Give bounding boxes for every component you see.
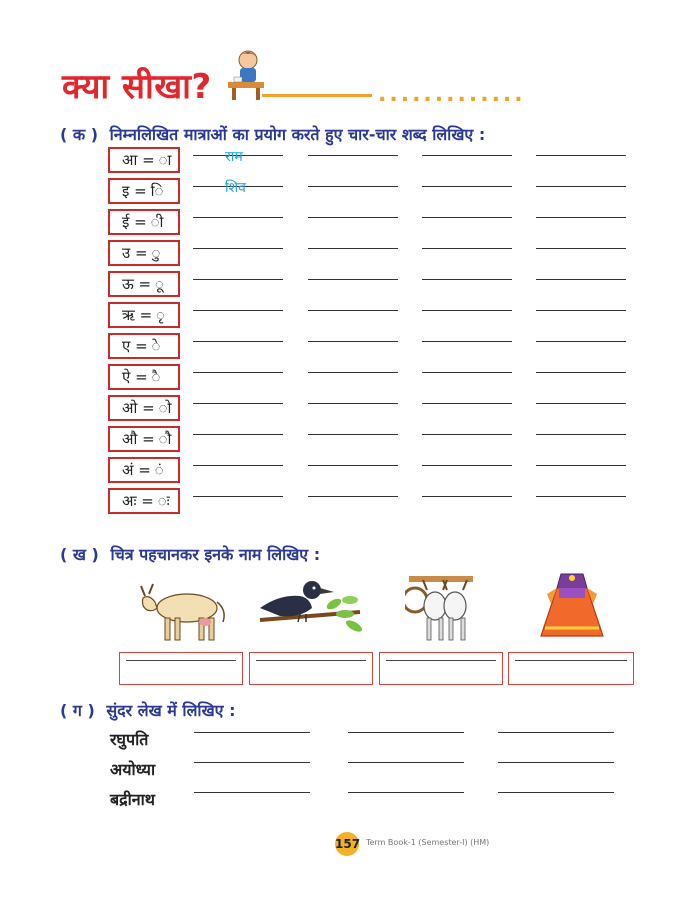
section-k-marker: ( क ) [60,125,99,144]
matra-label: औ = ौ [122,430,172,448]
answer-line[interactable] [536,217,626,218]
matra-label: ऐ = ै [122,368,161,386]
section-g-instruction: सुंदर लेख में लिखिए : [106,701,236,720]
answer-line[interactable] [536,310,626,311]
matra-label: ओ = ो [122,399,172,417]
matra-label: आ = ा [122,151,172,169]
answer-line[interactable] [308,279,398,280]
matra-label: ऋ = ृ [122,306,165,324]
cow-icon [135,572,230,646]
answer-line[interactable] [193,217,283,218]
handwriting-line[interactable] [348,762,464,763]
matra-label: ई = ी [122,213,164,231]
answer-line[interactable] [536,155,626,156]
answer-line[interactable] [193,248,283,249]
answer-line[interactable] [193,279,283,280]
handwriting-word: अयोध्या [110,760,156,779]
answer-line[interactable] [536,372,626,373]
matra-box [108,302,180,328]
picture-name-box[interactable] [249,652,373,685]
answer-line[interactable] [422,372,512,373]
matra-box [108,426,180,452]
section-g-heading [60,699,235,721]
answer-line[interactable] [536,496,626,497]
picture-name-box[interactable] [379,652,503,685]
handwriting-word: बद्रीनाथ [110,790,156,809]
matra-box [108,333,180,359]
written-word: राम [225,149,243,165]
matra-box [108,271,180,297]
section-g-marker: ( ग ) [60,701,95,720]
title-dots: ............. [378,82,526,107]
matra-box [108,488,180,514]
answer-line[interactable] [308,186,398,187]
crow-icon [250,572,370,644]
handwriting-line[interactable] [498,792,614,793]
answer-line[interactable] [422,341,512,342]
handwriting-line[interactable] [194,732,310,733]
picture-name-line [126,660,236,661]
answer-line[interactable] [308,434,398,435]
answer-line[interactable] [536,403,626,404]
footer-book-title: Term Book-1 (Semester-I) (HM) [366,838,490,847]
answer-line[interactable] [422,496,512,497]
matra-box [108,395,180,421]
ox-cart-icon [405,570,477,644]
title-underline [262,94,372,97]
page-number-badge: 157 [335,832,359,856]
written-word: शिव [225,180,246,196]
answer-line[interactable] [536,248,626,249]
matra-box [108,240,180,266]
picture-name-line [386,660,496,661]
answer-line[interactable] [308,341,398,342]
page-title: क्या सीखा? [62,67,212,107]
matra-label: ए = े [122,337,161,355]
answer-line[interactable] [193,341,283,342]
section-kh-marker: ( ख ) [60,545,99,564]
handwriting-line[interactable] [348,792,464,793]
picture-name-box[interactable] [508,652,634,685]
section-kh-instruction: चित्र पहचानकर इनके नाम लिखिए : [110,545,321,564]
answer-line[interactable] [536,434,626,435]
section-k-instruction: निम्नलिखित मात्राओं का प्रयोग करते हुए चार-चार शब्द लिखिए : [109,125,486,144]
matra-label: अं = ं [122,461,164,479]
matra-box [108,364,180,390]
answer-line[interactable] [308,496,398,497]
handwriting-line[interactable] [348,732,464,733]
answer-line[interactable] [422,155,512,156]
answer-line[interactable] [193,496,283,497]
frock-icon [537,570,607,642]
answer-line[interactable] [422,465,512,466]
answer-line[interactable] [536,186,626,187]
handwriting-line[interactable] [498,762,614,763]
matra-label: इ = ि [122,182,164,200]
handwriting-word: रघुपति [110,730,149,749]
answer-line[interactable] [422,186,512,187]
handwriting-line[interactable] [498,732,614,733]
answer-line[interactable] [308,372,398,373]
answer-line[interactable] [422,434,512,435]
answer-line[interactable] [193,465,283,466]
answer-line[interactable] [308,248,398,249]
answer-line[interactable] [422,279,512,280]
matra-box [108,209,180,235]
matra-label: ऊ = ू [122,275,164,293]
answer-line[interactable] [308,310,398,311]
answer-line[interactable] [536,279,626,280]
answer-line[interactable] [193,372,283,373]
answer-line[interactable] [193,434,283,435]
student-at-desk-icon [226,46,266,102]
answer-line[interactable] [422,248,512,249]
answer-line[interactable] [308,465,398,466]
picture-name-line [515,660,627,661]
handwriting-line[interactable] [194,762,310,763]
answer-line[interactable] [422,217,512,218]
answer-line[interactable] [308,217,398,218]
section-k-heading [60,123,485,145]
matra-box [108,457,180,483]
picture-name-line [256,660,366,661]
answer-line[interactable] [308,403,398,404]
matra-box [108,178,180,204]
answer-line[interactable] [536,465,626,466]
handwriting-line[interactable] [194,792,310,793]
answer-line[interactable] [422,403,512,404]
answer-line[interactable] [308,155,398,156]
answer-line[interactable] [193,310,283,311]
section-kh-heading [60,543,320,565]
matra-box [108,147,180,173]
answer-line[interactable] [536,341,626,342]
matra-label: उ = ु [122,244,161,262]
answer-line[interactable] [422,310,512,311]
picture-name-box[interactable] [119,652,243,685]
answer-line[interactable] [193,403,283,404]
matra-label: अः = ः [122,492,170,510]
